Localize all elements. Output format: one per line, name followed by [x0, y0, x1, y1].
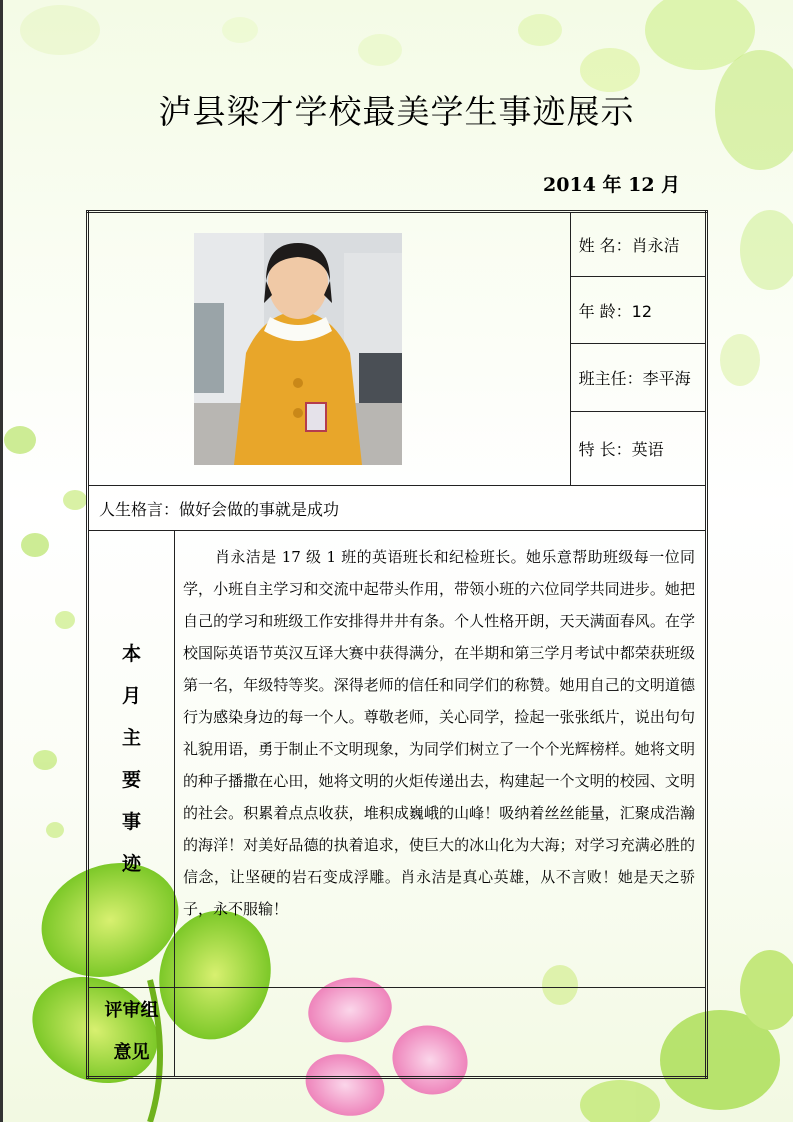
skill-cell: [570, 412, 706, 486]
name-label: 姓 名：: [578, 236, 632, 256]
story-label-cell: [88, 531, 175, 988]
review-label-cell: [88, 988, 175, 1078]
review-content-cell: [175, 988, 707, 1078]
motto-label: 人生格言：: [99, 499, 180, 519]
story-text: 肖永洁是 17 级 1 班的英语班长和纪检班长。她乐意帮助班级每一位同学，小班自主学习和交流中起带头作用，带领小班的六位同学共同进步。她把自己的学习和班级工作安排得井井有条。个人性格开朗，天天满面春风。在学校国际英语节英汉互译大赛中获得满分，在半期和第三学月考试中都荣获班级第一名，年级特等奖。深得老师的信任和同学们的称赞。她用自己的文明道德行为感染身边的每一个人。尊敬老师，关心同学，捡起一张张纸片，说出句句礼貌用语，勇于制止不文明现象，为同学们树立了一个个光辉榜样。她将文明的种子播撒在心田，她将文明的火炬传递出去，构建起一个文明的校园、文明的社会。积累着点点收获，堆积成巍峨的山峰！吸纳着丝丝能量，汇聚成浩瀚的海洋！对美好品德的执着追求，使巨大的冰山化为大海；对学习充满必胜的信念，让坚硬的岩石变成浮雕。肖永洁是真心英雄，从不言败！她是天之骄子，永不服输！: [183, 548, 695, 918]
age-label: 年 龄：: [578, 301, 632, 321]
photo-cell: [88, 212, 571, 486]
student-age: 12: [631, 301, 653, 321]
page-title: 泸县梁才学校最美学生事迹展示: [158, 92, 635, 131]
motto-cell: [88, 486, 707, 531]
review-label-line2: 意见: [113, 1042, 150, 1063]
skill-label: 特 长：: [578, 440, 632, 460]
age-cell: [570, 277, 706, 343]
student-profile-table: [86, 210, 708, 1079]
teacher-label: 班主任：: [578, 369, 643, 389]
student-name: 肖永洁: [631, 236, 680, 256]
name-cell: [570, 212, 706, 277]
page-left-border: [0, 0, 3, 1122]
teacher-name: 李平海: [642, 369, 691, 389]
student-skill: 英语: [631, 440, 664, 460]
story-label: 本月主要事迹: [121, 643, 141, 875]
motto-text: 做好会做的事就是成功: [179, 499, 340, 519]
student-portrait-icon: [194, 233, 402, 465]
teacher-cell: [570, 343, 706, 412]
heart-decoration-left-icon: [4, 426, 87, 838]
student-photo: [194, 233, 402, 465]
date-label: 2014 年 12 月: [543, 174, 681, 196]
story-cell: [175, 531, 707, 988]
review-label-line1: 评审组: [104, 1000, 159, 1021]
